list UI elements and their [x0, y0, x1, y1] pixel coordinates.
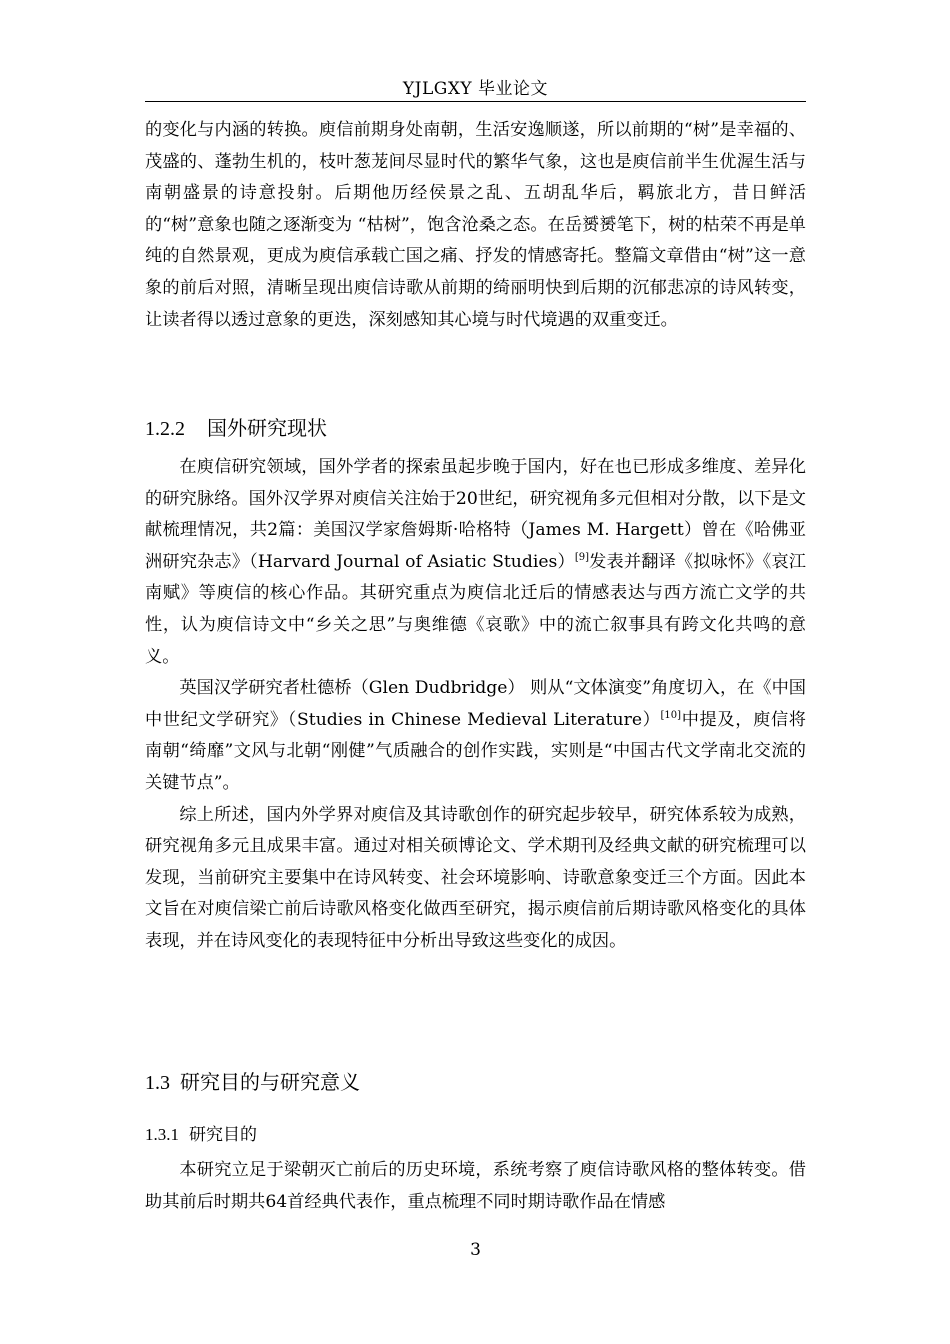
paragraph-text: 英国汉学研究者杜德桥（Glen Dudbridge） 则从“文体演变”角度切入，在《中国中世纪文学研究》（Studies in Chinese Medieval Literature）	[145, 678, 806, 730]
page-number: 3	[470, 1240, 481, 1260]
section-title: 研究目的与研究意义	[180, 1070, 360, 1094]
section-heading-1-2-2	[145, 412, 806, 441]
header-divider	[145, 101, 806, 102]
body-paragraph: 的变化与内涵的转换。庾信前期身处南朝，生活安逸顺遂，所以前期的“树”是幸福的、茂盛的、蓬勃生机的，枝叶葱茏间尽显时代的繁华气象，这也是庾信前半生优渥生活与南朝盛景的诗意投射。后期他历经侯景之乱、五胡乱华后，羁旅北方，昔日鲜活的“树”意象也随之逐渐变为 “枯树”，饱含沧桑之态。在岳赟赟笔下，树的枯荣不再是单纯的自然景观，更成为庾信承载亡国之痛、抒发的情感寄托。整篇文章借由“树”这一意象的前后对照，清晰呈现出庾信诗歌从前期的绮丽明快到后期的沉郁悲凉的诗风转变，让读者得以透过意象的更迭，深刻感知其心境与时代境遇的双重变迁。	[145, 120, 806, 330]
section-heading-1-3-1	[145, 1120, 806, 1145]
paragraph-text: 在庾信研究领域，国外学者的探索虽起步晚于国内，好在也已形成多维度、差异化的研究脉络。国外汉学界对庾信关注始于20世纪，研究视角多元但相对分散，以下是文献梳理情况，共2篇：美国汉学家詹姆斯·哈格特（James M. Hargett）曾在《哈佛亚洲研究杂志》（Harvard Journal of Asiatic Studies）	[145, 457, 806, 572]
foreign-research-block	[145, 452, 806, 958]
section-number: 1.3	[145, 1072, 170, 1094]
page-header: YJLGXY 毕业论文	[402, 79, 549, 99]
paragraph-text: 发表并翻译《拟咏怀》《哀江南赋》等庾信的核心作品。其研究重点为庾信北迁后的情感表达与西方流亡文学的共性，认为庾信诗文中“乡关之思”与奥维德《哀歌》中的流亡叙事具有跨文化共鸣的意义。	[145, 551, 806, 667]
section-title: 国外研究现状	[207, 416, 327, 440]
body-paragraph	[145, 673, 806, 799]
section-title: 研究目的	[189, 1125, 257, 1145]
body-paragraph: 本研究立足于梁朝灭亡前后的历史环境，系统考察了庾信诗歌风格的整体转变。借助其前后时期共64首经典代表作，重点梳理不同时期诗歌作品在情感	[145, 1160, 806, 1212]
body-paragraph	[145, 452, 806, 673]
purpose-paragraph-block	[145, 1155, 806, 1218]
section-heading-1-3	[145, 1066, 806, 1095]
citation-ref: [9]	[574, 551, 589, 563]
section-number: 1.2.2	[145, 418, 185, 440]
paragraph-text: 中提及，庾信将南朝“绮靡”文风与北朝“刚健”气质融合的创作实践，实则是“中国古代文学南北交流的关键节点”。	[145, 709, 806, 793]
body-paragraph: 综上所述，国内外学界对庾信及其诗歌创作的研究起步较早，研究体系较为成熟，研究视角多元且成果丰富。通过对相关硕博论文、学术期刊及经典文献的研究梳理可以发现，当前研究主要集中在诗风转变、社会环境影响、诗歌意象变迁三个方面。因此本文旨在对庾信梁亡前后诗歌风格变化做西至研究，揭示庾信前后期诗歌风格变化的具体表现，并在诗风变化的表现特征中分析出导致这些变化的成因。	[145, 804, 806, 951]
citation-ref: [10]	[660, 709, 682, 721]
section-number: 1.3.1	[145, 1125, 179, 1144]
intro-paragraph-block	[145, 115, 806, 336]
